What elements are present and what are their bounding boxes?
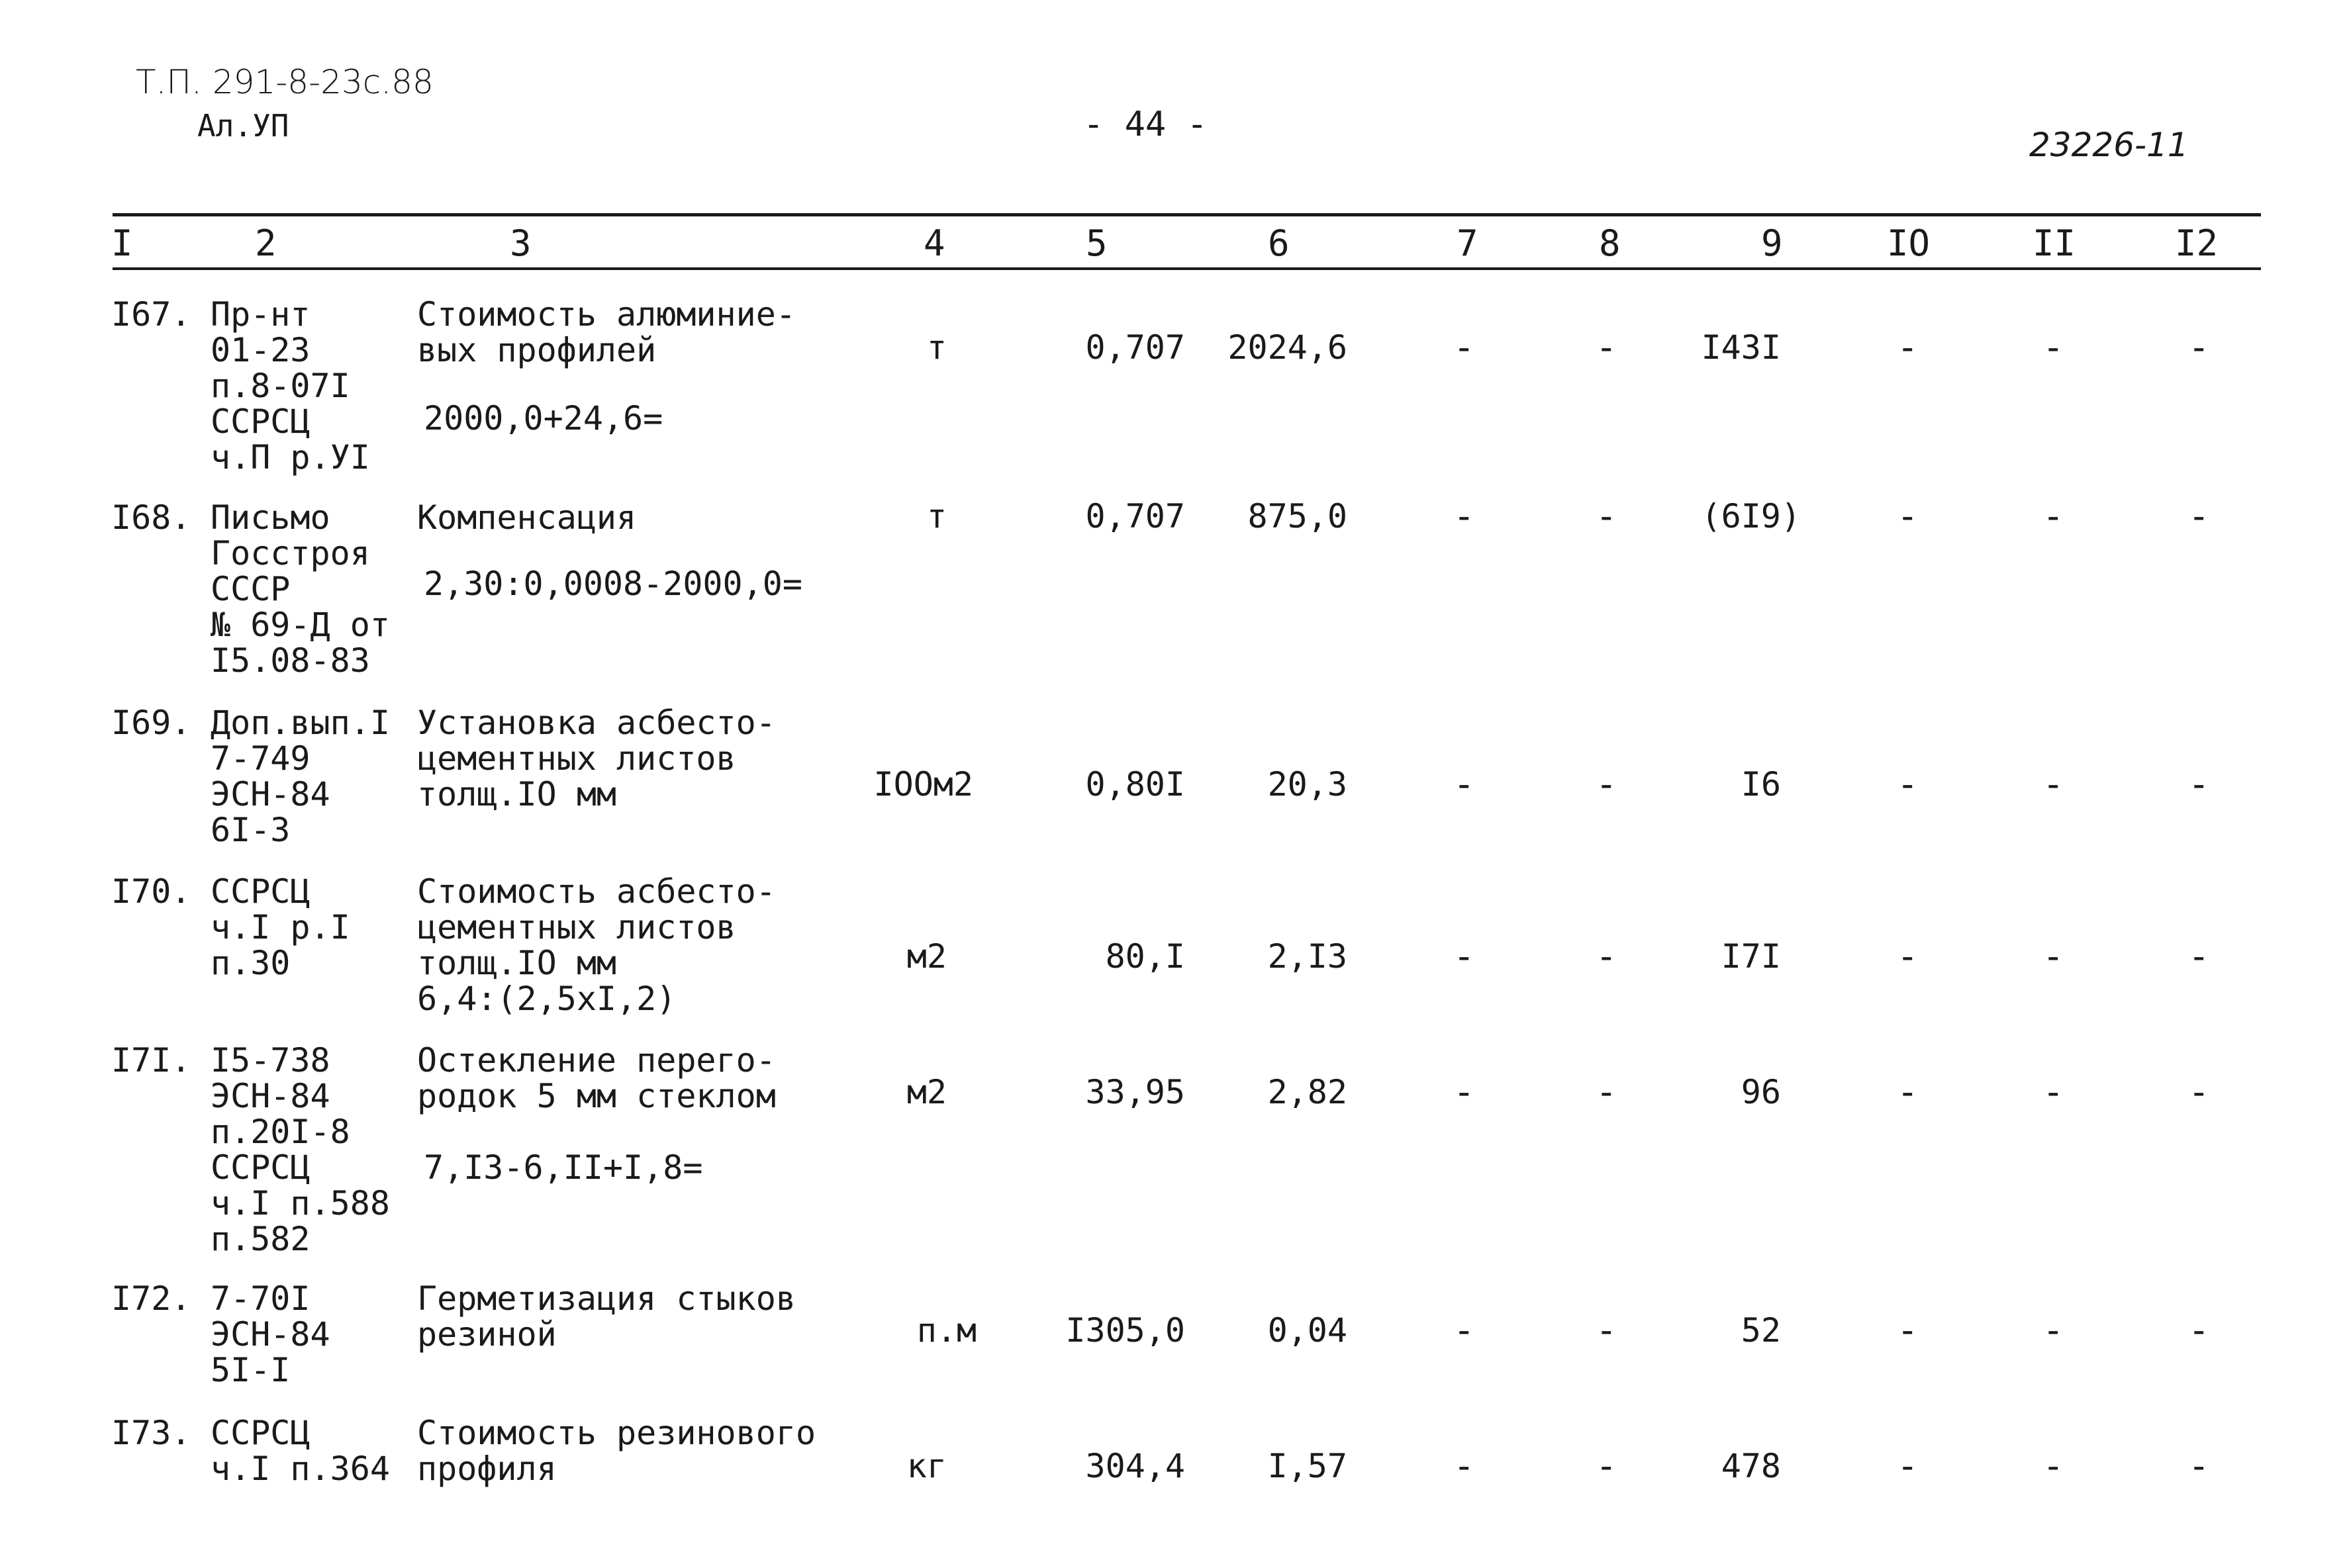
row-unit-price: 2,I3	[1267, 937, 1347, 976]
column-header: I	[111, 222, 133, 264]
row-number: I73.	[111, 1414, 191, 1452]
row-col10: -	[1897, 1309, 1919, 1351]
row-col7: -	[1453, 326, 1475, 368]
row-unit: т	[926, 497, 947, 535]
column-header: 9	[1761, 222, 1783, 264]
row-unit: м2	[906, 937, 947, 976]
row-col11: -	[2042, 1445, 2064, 1487]
page-number: - 44 -	[1083, 105, 1208, 144]
row-description: Стоимость алюминие- вых профилей	[417, 295, 796, 369]
row-col10: -	[1897, 495, 1919, 537]
row-description: Установка асбесто- цементных листов толщ.IO мм	[417, 704, 776, 813]
row-col8: -	[1596, 1309, 1617, 1351]
row-col10: -	[1897, 1071, 1919, 1113]
column-header: 6	[1268, 222, 1290, 264]
row-col8: -	[1596, 326, 1617, 368]
row-number: I68.	[111, 498, 191, 537]
row-total: 478	[1721, 1447, 1781, 1485]
row-total: 52	[1741, 1311, 1781, 1350]
row-col11: -	[2042, 935, 2064, 977]
row-col11: -	[2042, 495, 2064, 537]
column-header: 4	[924, 222, 945, 264]
row-description: Компенсация	[417, 498, 637, 537]
row-col7: -	[1453, 1445, 1475, 1487]
row-quantity: 304,4	[1085, 1447, 1185, 1485]
row-description: Стоимость резинового профиля	[417, 1414, 816, 1488]
row-col10: -	[1897, 1445, 1919, 1487]
row-col11: -	[2042, 1309, 2064, 1351]
row-col12: -	[2188, 1309, 2210, 1351]
row-col11: -	[2042, 1071, 2064, 1113]
row-unit-price: I,57	[1267, 1447, 1347, 1485]
row-col8: -	[1596, 1445, 1617, 1487]
row-unit-price: 875,0	[1247, 497, 1347, 535]
row-quantity: 80,I	[1105, 937, 1185, 976]
row-col12: -	[2188, 1445, 2210, 1487]
row-number: I7I.	[111, 1041, 191, 1080]
column-header: I2	[2175, 222, 2219, 264]
row-col8: -	[1596, 1071, 1617, 1113]
row-unit: кг	[906, 1447, 947, 1485]
row-col8: -	[1596, 763, 1617, 805]
row-unit: м2	[906, 1073, 947, 1111]
table-header-rule	[113, 267, 2261, 270]
row-basis: ССРСЦ ч.I п.364	[211, 1414, 390, 1488]
row-total: I6	[1741, 765, 1781, 804]
column-header: 5	[1086, 222, 1108, 264]
column-header: IO	[1887, 222, 1931, 264]
row-col7: -	[1453, 495, 1475, 537]
album-label: Ал.УП	[197, 108, 289, 144]
row-col7: -	[1453, 1071, 1475, 1113]
document-code: Т.П. 291-8-23с.88	[136, 63, 434, 101]
row-basis: Доп.вып.I 7-749 ЭСН-84 6I-3	[211, 704, 390, 849]
row-unit: IOOм2	[873, 765, 973, 804]
row-col12: -	[2188, 495, 2210, 537]
row-formula: 2000,0+24,6=	[424, 399, 663, 438]
table-top-rule	[113, 213, 2261, 216]
row-total: I43I	[1701, 328, 1781, 367]
row-formula: 2,30:0,0008-2000,0=	[424, 565, 802, 603]
row-total: I7I	[1721, 937, 1781, 976]
row-number: I72.	[111, 1279, 191, 1318]
row-col10: -	[1897, 763, 1919, 805]
row-col11: -	[2042, 763, 2064, 805]
row-col12: -	[2188, 1071, 2210, 1113]
row-unit-price: 2024,6	[1227, 328, 1347, 367]
row-formula: 7,I3-6,II+I,8=	[424, 1148, 703, 1187]
row-quantity: I305,0	[1065, 1311, 1185, 1350]
row-basis: ССРСЦ ч.I р.I п.30	[211, 872, 350, 982]
column-header: 7	[1457, 222, 1478, 264]
row-col10: -	[1897, 935, 1919, 977]
row-col8: -	[1596, 495, 1617, 537]
row-quantity: 33,95	[1085, 1073, 1185, 1111]
row-unit: т	[926, 328, 947, 367]
row-total: (6I9)	[1701, 497, 1801, 535]
row-col12: -	[2188, 763, 2210, 805]
column-header: 2	[255, 222, 277, 264]
row-description: Герметизация стыков резиной	[417, 1279, 796, 1354]
row-number: I70.	[111, 872, 191, 911]
row-basis: 7-70I ЭСН-84 5I-I	[211, 1279, 330, 1389]
row-number: I67.	[111, 295, 191, 334]
row-unit-price: 2,82	[1267, 1073, 1347, 1111]
row-description: Остекление перего- родок 5 мм стеклом	[417, 1041, 776, 1115]
row-basis: Пр-нт 01-23 п.8-07I ССРСЦ ч.П р.УI	[211, 295, 370, 477]
row-col12: -	[2188, 326, 2210, 368]
row-total: 96	[1741, 1073, 1781, 1111]
row-col7: -	[1453, 935, 1475, 977]
column-header: II	[2033, 222, 2076, 264]
column-header: 8	[1599, 222, 1621, 264]
row-col7: -	[1453, 763, 1475, 805]
row-col8: -	[1596, 935, 1617, 977]
row-quantity: 0,707	[1085, 497, 1185, 535]
row-col7: -	[1453, 1309, 1475, 1351]
row-col10: -	[1897, 326, 1919, 368]
row-quantity: 0,707	[1085, 328, 1185, 367]
row-unit: п.м	[916, 1311, 977, 1350]
row-basis: I5-738 ЭСН-84 п.20I-8 ССРСЦ ч.I п.588 п.582	[211, 1041, 390, 1258]
column-header: 3	[510, 222, 532, 264]
row-col12: -	[2188, 935, 2210, 977]
row-unit-price: 0,04	[1267, 1311, 1347, 1350]
row-number: I69.	[111, 704, 191, 742]
row-unit-price: 20,3	[1267, 765, 1347, 804]
row-quantity: 0,80I	[1085, 765, 1185, 804]
row-description: Стоимость асбесто- цементных листов толщ.IO мм 6,4:(2,5хI,2)	[417, 872, 776, 1018]
row-basis: Письмо Госстроя СССР № 69-Д от I5.08-83	[211, 498, 390, 680]
row-col11: -	[2042, 326, 2064, 368]
inventory-number: 23226-11	[2029, 126, 2189, 164]
